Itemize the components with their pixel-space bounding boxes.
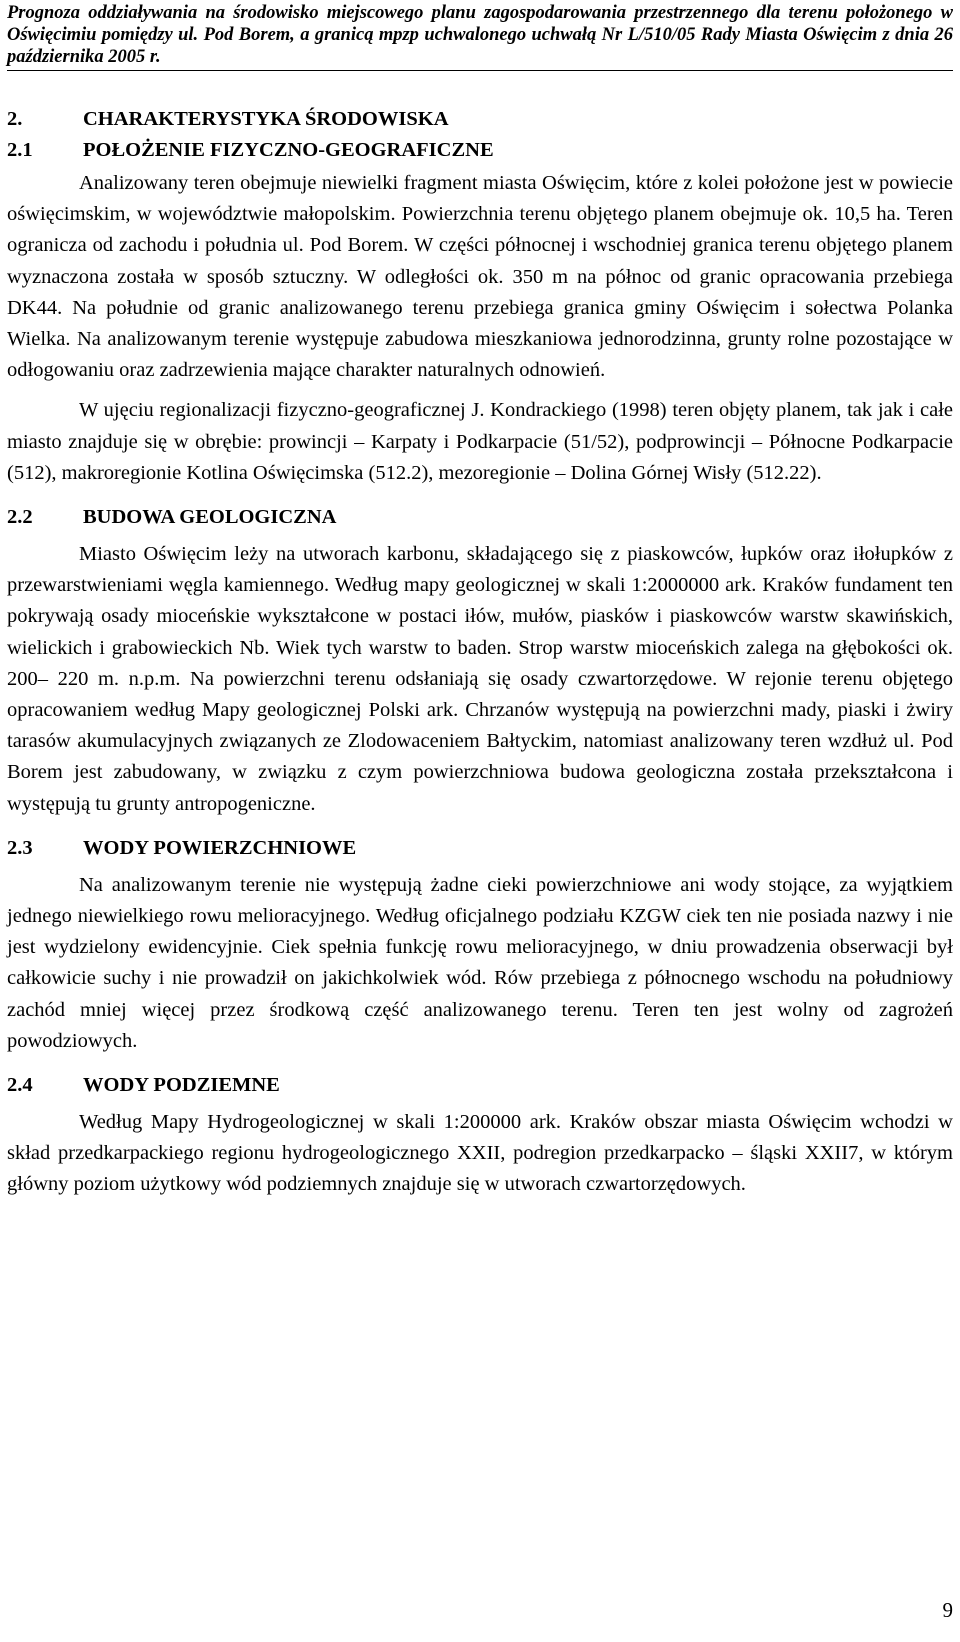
- section-title: POŁOŻENIE FIZYCZNO-GEOGRAFICZNE: [83, 139, 494, 161]
- section-heading-2-2: [7, 502, 953, 533]
- section-number: 2.1: [7, 139, 33, 161]
- paragraph-location-1: Analizowany teren obejmuje niewielki fragment miasta Oświęcim, które z kolei położone jest w powiecie oświęcimskim, w województwie małopolskim. Powierzchnia terenu objętego planem obejmuje ok. 10,5 ha. Teren ogranicza od zachodu i południa ul. Pod Borem. W części północnej i wschodniej granica terenu objętego planem wyznaczona została w sposób sztuczny. W odległości ok. 350 m na północ od granic opracowania przebiega DK44. Na południe od granic analizowanego terenu przebiega granica gminy Oświęcim i sołectwa Polanka Wielka. Na analizowanym terenie występuje zabudowa mieszkaniowa jednorodzinna, grunty rolne pozostające w odłogowaniu oraz zadrzewienia mające charakter naturalnych odnowień.: [7, 172, 953, 382]
- section-title: WODY POWIERZCHNIOWE: [83, 836, 357, 859]
- document-content: [7, 104, 953, 1201]
- section-number: 2.3: [7, 836, 33, 859]
- section-heading-2-3: [7, 833, 953, 864]
- paragraph-groundwater: Według Mapy Hydrogeologicznej w skali 1:200000 ark. Kraków obszar miasta Oświęcim wchodzi w skład przedkarpackiego regionu hydrogeologicznego XXII, podregion przedkarpacko – śląski XXII7, w którym główny poziom użytkowy wód podziemnych znajduje się w utworach czwartorzędowych.: [7, 1111, 953, 1196]
- paragraph-geology: Miasto Oświęcim leży na utworach karbonu, składającego się z piaskowców, łupków oraz iłołupków z przewarstwieniami węgla kamiennego. Według mapy geologicznej w skali 1:2000000 ark. Kraków fundament ten pokrywają osady mioceńskie wykształcone w postaci iłów, mułów, piasków i piaskowców warstw skawińskich, wielickich i grabowieckich Nb. Wiek tych warstw to baden. Strop warstw mioceńskich zalega na głębokości ok. 200– 220 m. n.p.m. Na powierzchni terenu odsłaniają się osady czwartorzędowe. W rejonie terenu objętego opracowaniem według Mapy geologicznej Polski ark. Chrzanów występują na powierzchni mady, piaski i żwiry tarasów akumulacyjnych związanych ze Zlodowaceniem Bałtyckim, natomiast analizowany teren wzdłuż ul. Pod Borem jest zabudowany, w związku z czym powierzchniowa budowa geologiczna została przekształcona i występują tu grunty antropogeniczne.: [7, 543, 953, 815]
- section-heading-2-4: [7, 1070, 953, 1101]
- paragraph-surface-water: Na analizowanym terenie nie występują żadne cieki powierzchniowe ani wody stojące, za wyjątkiem jednego niewielkiego rowu melioracyjnego. Według oficjalnego podziału KZGW ciek ten nie posiada nazwy i nie jest wydzielony ewidencyjnie. Ciek spełnia funkcję rowu melioracyjnego, w dniu prowadzenia obserwacji był całkowicie suchy i nie prowadził on jakichkolwiek wód. Rów przebiega z północnego wschodu na południowy zachód mniej więcej przez środkową część analizowanego terenu. Teren ten jest wolny od zagrożeń powodziowych.: [7, 873, 953, 1052]
- page-number: 9: [942, 1598, 953, 1622]
- section-title: WODY PODZIEMNE: [83, 1074, 280, 1097]
- chapter-number: 2.: [7, 108, 23, 130]
- section-title: BUDOWA GEOLOGICZNA: [83, 506, 337, 529]
- paragraph-location-2: W ujęciu regionalizacji fizyczno-geograficznej J. Kondrackiego (1998) teren objęty planem, tak jak i całe miasto znajduje się w obrębie: prowincji – Karpaty i Podkarpacie (51/52), podprowincji – Północne Podkarpacie (512), makroregionie Kotlina Oświęcimska (512.2), mezoregionie – Dolina Górnej Wisły (512.22).: [7, 399, 953, 484]
- running-header: Prognoza oddziaływania na środowisko miejscowego planu zagospodarowania przestrzennego dla terenu położonego w Oświęcimiu pomiędzy ul. Pod Borem, a granicą mpzp uchwalonego uchwałą Nr L/510/05 Rady Miasta Oświęcim z dnia 26 października 2005 r.: [7, 2, 953, 71]
- section-number: 2.4: [7, 1074, 33, 1097]
- chapter-title: CHARAKTERYSTYKA ŚRODOWISKA: [83, 108, 449, 130]
- chapter-heading: [7, 104, 953, 135]
- section-heading-2-1: [7, 135, 953, 166]
- section-number: 2.2: [7, 506, 33, 529]
